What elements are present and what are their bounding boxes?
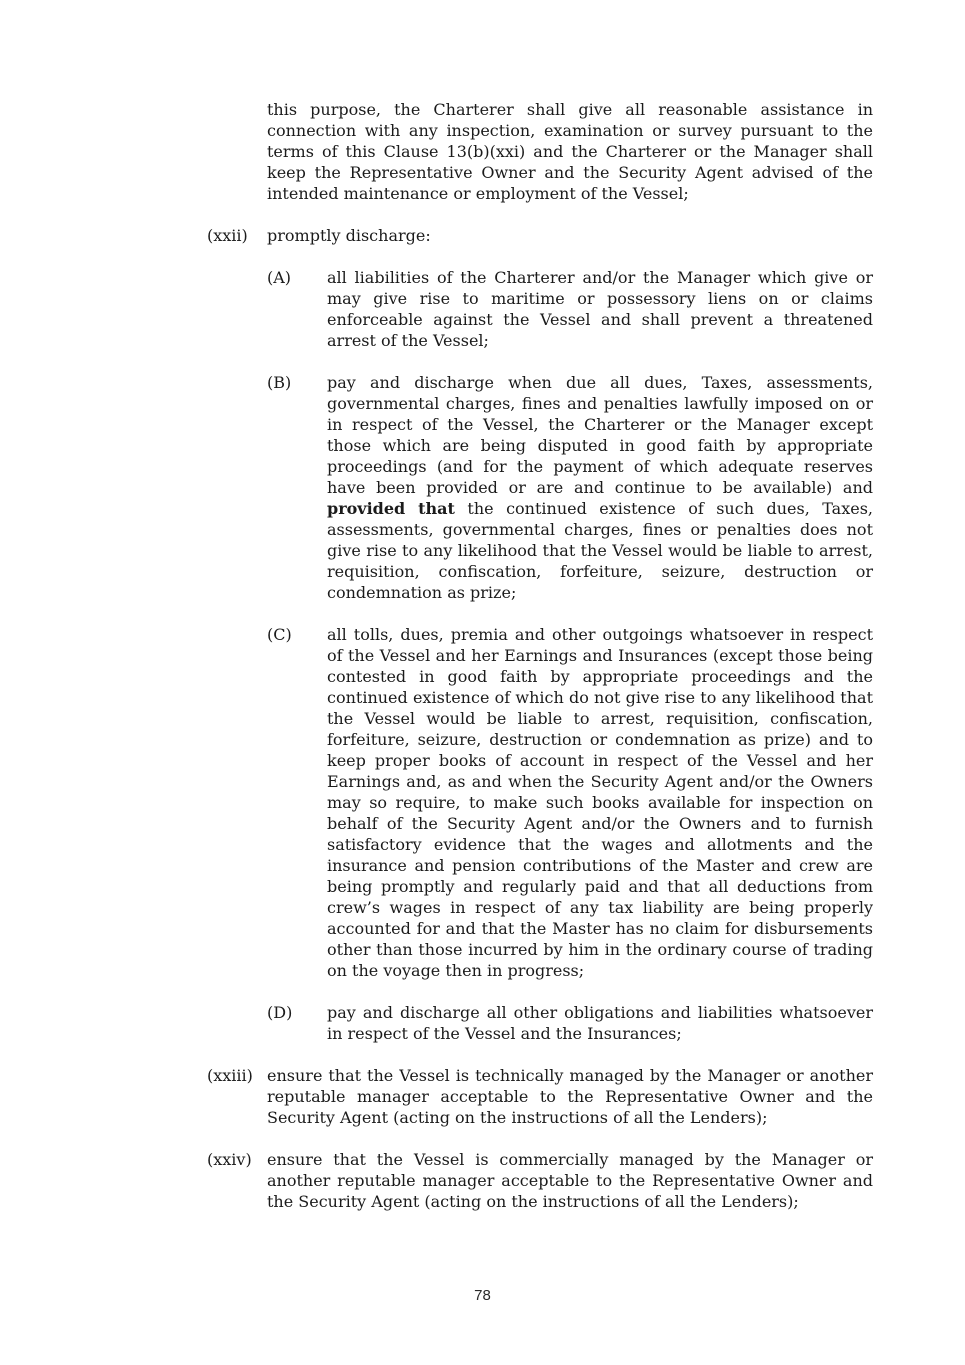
clause-xxii-B-bold-phrase: provided that	[327, 499, 455, 518]
clause-xxii-D-text: pay and discharge all other obligations and liabilities whatsoever in respect of the Vessel and the Insurances;	[327, 1003, 873, 1043]
clause-xxiv	[207, 1149, 873, 1212]
clause-xxii-text: promptly discharge:	[267, 226, 431, 245]
clause-xxii-B-text-after: the continued existence of such dues, Taxes, assessments, governmental charges, fines or penalties does not give rise to any likelihood that the Vessel would be liable to arrest, requisition, confiscation, forfeiture, seizure, destruction or condemnation as prize;	[327, 499, 873, 602]
clause-xxii-D-label: (D)	[267, 1003, 293, 1022]
clause-xxii-A-label: (A)	[267, 268, 292, 287]
page-number: 78	[474, 1287, 491, 1304]
clause-xxiii-label: (xxiii)	[207, 1066, 253, 1085]
clause-xxii	[207, 225, 873, 1044]
clause-xxii-C-label: (C)	[267, 625, 292, 644]
clause-xxii-A-text: all liabilities of the Charterer and/or the Manager which give or may give rise to maritime or possessory liens on or claims enforceable against the Vessel and shall prevent a threatened arrest of the Vessel;	[327, 268, 873, 350]
clause-xxii-D	[267, 1002, 873, 1044]
clause-xxii-B-text-before: pay and discharge when due all dues, Taxes, assessments, governmental charges, fines and penalties lawfully imposed on or in respect of the Vessel, the Charterer or the Manager except those which are being disputed in good faith by appropriate proceedings (and for the payment of which adequate reserves have been provided or are and continue to be available) and	[327, 373, 873, 497]
clause-xxiii	[207, 1065, 873, 1128]
clause-xxiv-label: (xxiv)	[207, 1150, 252, 1169]
clause-xxii-C	[267, 624, 873, 981]
clause-xxii-body	[267, 225, 873, 1044]
clause-xxii-B-label: (B)	[267, 373, 292, 392]
clause-xxii-B-text	[327, 372, 873, 603]
clause-xxii-A	[267, 267, 873, 351]
clause-xxiv-text: ensure that the Vessel is commercially managed by the Manager or another reputable manager acceptable to the Representative Owner and the Security Agent (acting on the instructions of all the Lenders);	[267, 1150, 873, 1211]
clause-xxii-B	[267, 372, 873, 603]
clause-xxiii-text: ensure that the Vessel is technically managed by the Manager or another reputable manager acceptable to the Representative Owner and the Security Agent (acting on the instructions of all the Lenders);	[267, 1066, 873, 1127]
paragraph-clause-xxi-continuation: this purpose, the Charterer shall give all reasonable assistance in connection with any inspection, examination or survey pursuant to the terms of this Clause 13(b)(xxi) and the Charterer or the Manager shall keep the Representative Owner and the Security Agent advised of the intended maintenance or employment of the Vessel;	[267, 100, 873, 203]
clause-xxii-C-text: all tolls, dues, premia and other outgoings whatsoever in respect of the Vessel and her Earnings and Insurances (except those being contested in good faith by appropriate proceedings and the continued existence of which do not give rise to any likelihood that the Vessel would be liable to arrest, requisition, confiscation, forfeiture, seizure, destruction or condemnation as prize) and to keep proper books of account in respect of the Vessel and her Earnings and, as and when the Security Agent and/or the Owners may so require, to make such books available for inspection on behalf of the Security Agent and/or the Owners and to furnish satisfactory evidence that the wages and allotments and the insurance and pension contributions of the Master and crew are being promptly and regularly paid and that all deductions from crew’s wages in respect of any tax liability are being properly accounted for and that the Master has no claim for disbursements other than those incurred by him in the ordinary course of trading on the voyage then in progress;	[327, 625, 873, 980]
document-body	[207, 99, 873, 1233]
clause-xxii-label: (xxii)	[207, 226, 248, 245]
